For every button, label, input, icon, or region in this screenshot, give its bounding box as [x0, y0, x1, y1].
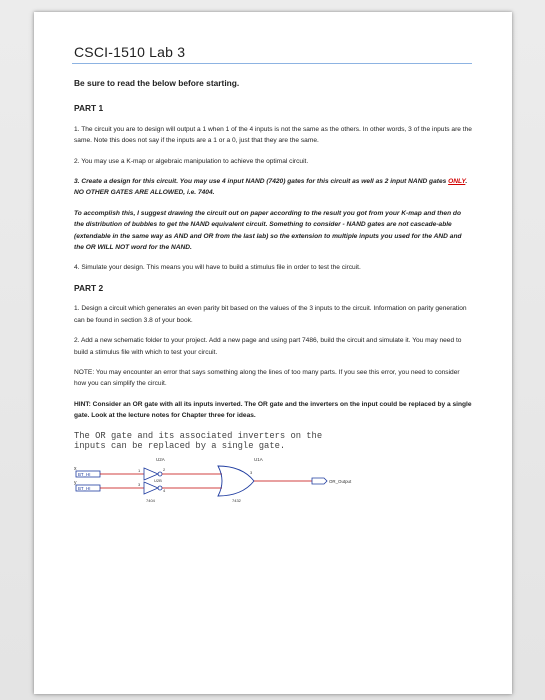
part2-note: NOTE: You may encounter an error that says something along the lines of too many parts. If you see this error, you need to consider how you can simplify the circuit. — [74, 368, 460, 388]
pin-out: 3 — [250, 469, 253, 475]
label-u2a: U2A — [156, 456, 165, 462]
pin-1: 1 — [138, 467, 141, 473]
caption-line1: The OR gate and its associated inverters on the — [74, 430, 323, 441]
part1-heading: PART 1 — [74, 103, 104, 114]
or-gate — [218, 466, 254, 496]
part2-item2: 2. Add a new schematic folder to your project. Add a new page and using part 7486, build the circuit and simulate it. You may need to build a stimulus file with which to test your circuit. — [74, 337, 462, 356]
pin-2: 2 — [163, 466, 166, 472]
label-u2b: U2B — [154, 477, 162, 483]
part1-item3-text: 3. Create a design for this circuit. You may use 4 input NAND (7420) gates for this circuit as well as 2 input NAND gates — [74, 178, 449, 186]
part2-hint: HINT: Consider an OR gate with all its inputs inverted. The OR gate and the inverters on the input could be replaced by a single gate. Look at the lecture notes for Chapter three for ideas. — [74, 400, 472, 420]
label-7432: 7432 — [232, 497, 241, 503]
part1-item2: 2. You may use a K-map or algebraic manipulation to achieve the optimal circuit. — [74, 157, 309, 165]
part1-item3-note: To accomplish this, I suggest drawing the circuit out on paper according to the result you got from your K-map and then do the distribution of bubbles to get the NAND equivalent circuit. Something to consider - NAND gates are not cascade-able (extendable in the same way as AND and OR from the last lab) so the extension to multiple inputs you used for the AND and the OR WILL NOT word for the NAND. — [74, 209, 462, 252]
label-x: x — [74, 465, 77, 472]
label-u1a: U1A — [254, 456, 263, 462]
or-gate-schematic — [74, 454, 374, 504]
inverter-2 — [144, 482, 158, 494]
part1-item1: 1. The circuit you are to design will output a 1 when 1 of the 4 inputs is not the same as the others. In other words, 3 of the inputs are the same. Note this does not say if the inputs are a 1 or a 0, just that they are the same. — [74, 125, 472, 145]
warning-heading: Be sure to read the below before starting. — [74, 78, 240, 88]
title-underline — [72, 63, 472, 64]
document-title: CSCI-1510 Lab 3 — [74, 44, 186, 60]
part1-item3 — [74, 176, 472, 199]
part2-heading: PART 2 — [74, 282, 104, 293]
document-page — [34, 12, 512, 694]
pin-4: 4 — [163, 487, 166, 493]
stimulus-label-2: BT_HI — [78, 485, 91, 491]
output-label: OR_Output — [329, 478, 352, 484]
label-7404: 7404 — [146, 497, 155, 503]
pin-3: 3 — [138, 481, 141, 487]
label-y: y — [74, 479, 77, 486]
stimulus-label-1: BT_HI — [78, 471, 91, 477]
part1-item3-text-end: . NO OTHER GATES ARE ALLOWED, i.e. 7404. — [74, 178, 468, 197]
caption-line2: inputs can be replaced by a single gate. — [74, 440, 286, 451]
part2-item1: 1. Design a circuit which generates an even parity bit based on the values of the 3 inputs to the circuit. Information on parity generation can be found in section 3.8 of your book. — [74, 305, 467, 324]
document-body — [74, 78, 472, 504]
only-emphasis: ONLY — [448, 178, 466, 186]
part1-item4: 4. Simulate your design. This means you will have to build a stimulus file in order to test the circuit. — [74, 264, 361, 272]
schematic-caption — [74, 431, 472, 451]
output-port — [312, 478, 327, 484]
